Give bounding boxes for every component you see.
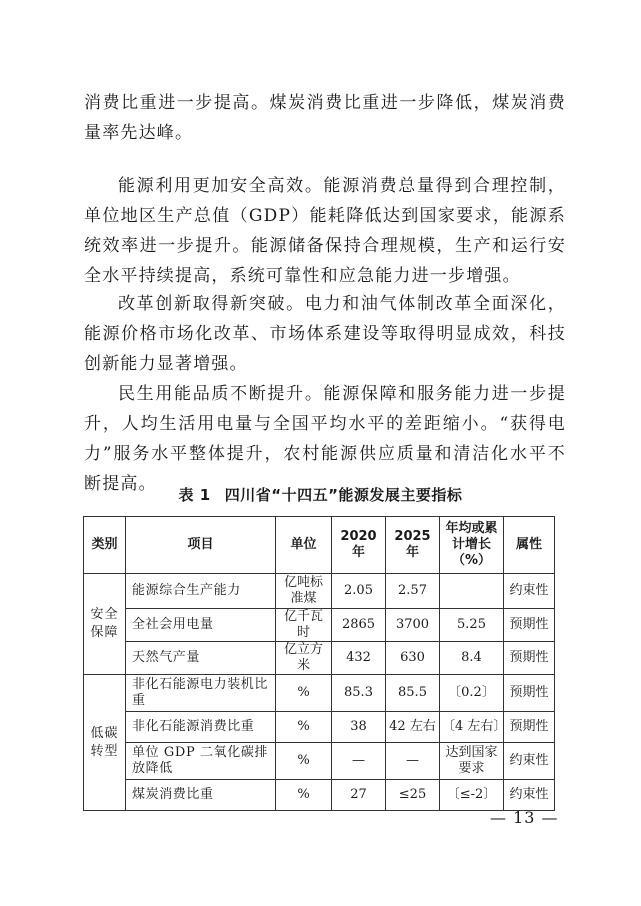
row-attribute: 预期性 (504, 675, 555, 712)
row-2020: 27 (332, 780, 386, 811)
row-growth: 〔≤-2〕 (440, 780, 504, 811)
row-item: 单位 GDP 二氧化碳排放降低 (126, 743, 276, 780)
row-item: 非化石能源消费比重 (126, 712, 276, 743)
row-item: 天然气产量 (126, 642, 276, 675)
row-2025: 85.5 (386, 675, 440, 712)
paragraph-4: 民生用能品质不断提升。能源保障和服务能力进一步提升，人均生活用电量与全国平均水平的差距缩小。“获得电力”服务水平整体提升，农村能源供应质量和清洁化水平不断提高。 (84, 384, 566, 494)
table-row (84, 743, 555, 780)
category-security: 安全保障 (84, 574, 126, 675)
table-row (84, 609, 555, 642)
table-row (84, 642, 555, 675)
row-item: 煤炭消费比重 (126, 780, 276, 811)
row-unit: 亿立方米 (276, 642, 332, 675)
row-attribute: 约束性 (504, 743, 555, 780)
row-growth: 达到国家要求 (440, 743, 504, 780)
table-row (84, 780, 555, 811)
row-attribute: 预期性 (504, 642, 555, 675)
header-growth: 年均或累计增长（%） (440, 517, 504, 574)
row-attribute: 预期性 (504, 712, 555, 743)
row-2020: 432 (332, 642, 386, 675)
table-row (84, 675, 555, 712)
row-unit: 亿吨标准煤 (276, 574, 332, 609)
row-growth: 8.4 (440, 642, 504, 675)
row-attribute: 约束性 (504, 574, 555, 609)
row-growth (440, 574, 504, 609)
header-category: 类别 (84, 517, 126, 574)
row-2020: — (332, 743, 386, 780)
header-2020: 2020 年 (332, 517, 386, 574)
row-growth: 〔0.2〕 (440, 675, 504, 712)
row-2020: 2865 (332, 609, 386, 642)
row-2025: 630 (386, 642, 440, 675)
page-number: — 13 — (490, 808, 559, 827)
row-unit: % (276, 675, 332, 712)
row-attribute: 预期性 (504, 609, 555, 642)
row-2025: — (386, 743, 440, 780)
row-growth: 5.25 (440, 609, 504, 642)
header-attribute: 属性 (504, 517, 555, 574)
row-unit: % (276, 780, 332, 811)
row-unit: % (276, 743, 332, 780)
row-item: 能源综合生产能力 (126, 574, 276, 609)
indicators-table (83, 516, 555, 811)
table-header-row (84, 517, 555, 574)
row-2025: 3700 (386, 609, 440, 642)
row-2025: 2.57 (386, 574, 440, 609)
table-caption-number: 表 1 (178, 486, 211, 504)
row-unit: % (276, 712, 332, 743)
row-unit: 亿千瓦时 (276, 609, 332, 642)
header-item: 项目 (126, 517, 276, 574)
row-2025: ≤25 (386, 780, 440, 811)
row-growth: 〔4 左右〕 (440, 712, 504, 743)
table-caption (0, 484, 641, 505)
row-item: 非化石能源电力装机比重 (126, 675, 276, 712)
row-2020: 2.05 (332, 574, 386, 609)
table-row (84, 574, 555, 609)
paragraph-2: 能源利用更加安全高效。能源消费总量得到合理控制，单位地区生产总值（GDP）能耗降低达到国家要求，能源系统效率进一步提升。能源储备保持合理规模，生产和运行安全水平持续提高，系统可靠性和应急能力进一步增强。 (84, 176, 566, 286)
row-2020: 85.3 (332, 675, 386, 712)
header-unit: 单位 (276, 517, 332, 574)
paragraph-3: 改革创新取得新突破。电力和油气体制改革全面深化，能源价格市场化改革、市场体系建设等取得明显成效，科技创新能力显著增强。 (84, 294, 566, 374)
table-row (84, 712, 555, 743)
category-low-carbon: 低碳转型 (84, 675, 126, 811)
row-2025: 42 左右 (386, 712, 440, 743)
row-2020: 38 (332, 712, 386, 743)
row-item: 全社会用电量 (126, 609, 276, 642)
header-2025: 2025 年 (386, 517, 440, 574)
row-attribute: 约束性 (504, 780, 555, 811)
table-caption-title: 四川省“十四五”能源发展主要指标 (224, 486, 463, 504)
paragraph-1: 消费比重进一步提高。煤炭消费比重进一步降低，煤炭消费量率先达峰。 (84, 93, 566, 143)
